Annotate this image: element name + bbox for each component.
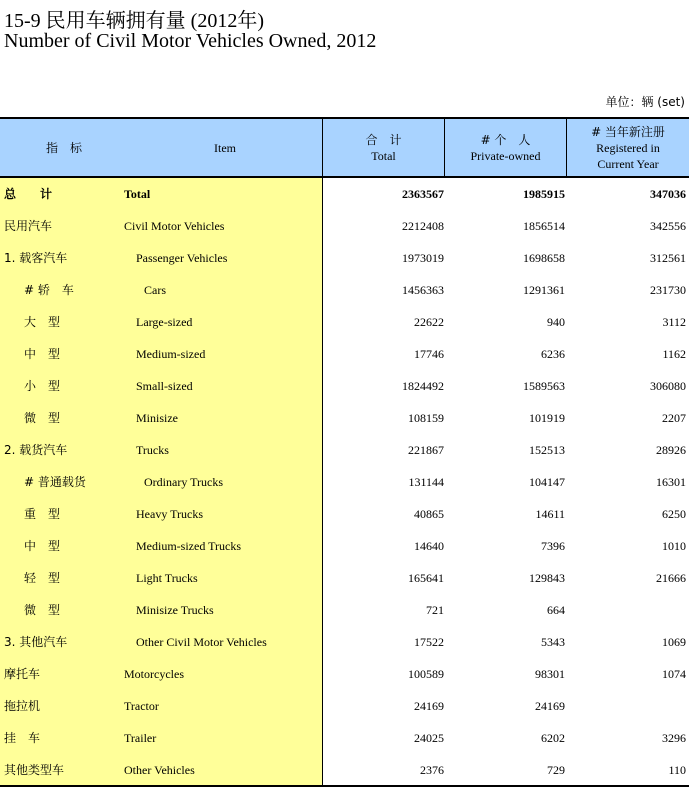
- cell-registered: 28926: [656, 443, 686, 457]
- cell-registered: 3296: [662, 731, 686, 745]
- row-label-cn: # 轿 车: [24, 283, 74, 297]
- header-total: 合 计 Total: [365, 132, 402, 163]
- row-label-cn: 1. 载客汽车: [4, 251, 68, 265]
- row-label-cn: 总 计: [4, 187, 53, 201]
- table-row: [0, 626, 689, 658]
- row-label-en: Medium-sized: [136, 347, 206, 361]
- row-label-en: Minisize: [136, 411, 178, 425]
- page-title-en: Number of Civil Motor Vehicles Owned, 2012: [4, 30, 377, 52]
- cell-registered: 1074: [662, 667, 686, 681]
- row-label-cn: 2. 载货汽车: [4, 443, 68, 457]
- cell-total: 17746: [414, 347, 444, 361]
- cell-private: 6202: [541, 731, 565, 745]
- row-label-cn: 拖拉机: [4, 699, 41, 713]
- cell-registered: 306080: [650, 379, 686, 393]
- cell-registered: 16301: [656, 475, 686, 489]
- cell-registered: 342556: [650, 219, 686, 233]
- row-label-en: Ordinary Trucks: [144, 475, 224, 489]
- row-label-en: Civil Motor Vehicles: [124, 219, 225, 233]
- row-label-en: Motorcycles: [124, 667, 184, 681]
- row-label-en: Tractor: [124, 699, 159, 713]
- cell-private: 5343: [541, 635, 565, 649]
- table-row: [0, 530, 689, 562]
- row-label-cn: 挂 车: [4, 731, 41, 745]
- cell-private: 1698658: [523, 251, 565, 265]
- table-row: [0, 370, 689, 402]
- cell-private: 104147: [529, 475, 565, 489]
- row-label-cn: 中 型: [24, 539, 61, 553]
- table-row: [0, 466, 689, 498]
- cell-total: 40865: [414, 507, 444, 521]
- table-row: [0, 690, 689, 722]
- unit-label: 单位：辆 (set): [605, 95, 685, 109]
- table-row: [0, 178, 689, 210]
- row-label-en: Passenger Vehicles: [136, 251, 228, 265]
- table-row: [0, 658, 689, 690]
- cell-private: 14611: [535, 507, 565, 521]
- cell-private: 101919: [529, 411, 565, 425]
- table-row: [0, 210, 689, 242]
- cell-total: 165641: [408, 571, 444, 585]
- cell-total: 100589: [408, 667, 444, 681]
- cell-total: 108159: [408, 411, 444, 425]
- cell-total: 24169: [414, 699, 444, 713]
- table-row: [0, 498, 689, 530]
- table-header: [0, 117, 689, 178]
- row-label-en: Light Trucks: [136, 571, 198, 585]
- header-registered: # 当年新注册 Registered in Current Year: [591, 124, 665, 171]
- cell-private: 98301: [535, 667, 565, 681]
- cell-total: 1973019: [402, 251, 444, 265]
- cell-private: 6236: [541, 347, 565, 361]
- cell-total: 131144: [408, 475, 444, 489]
- cell-private: 7396: [541, 539, 565, 553]
- cell-private: 1985915: [523, 187, 565, 201]
- row-label-en: Small-sized: [136, 379, 193, 393]
- cell-registered: 21666: [656, 571, 686, 585]
- row-label-cn: 重 型: [24, 507, 61, 521]
- cell-private: 1291361: [523, 283, 565, 297]
- row-label-en: Trucks: [136, 443, 169, 457]
- table-row: [0, 242, 689, 274]
- row-label-en: Cars: [144, 283, 166, 297]
- row-label-cn: 大 型: [24, 315, 61, 329]
- cell-total: 2212408: [402, 219, 444, 233]
- cell-private: 129843: [529, 571, 565, 585]
- cell-total: 721: [426, 603, 444, 617]
- row-label-en: Total: [124, 187, 151, 201]
- cell-registered: 231730: [650, 283, 686, 297]
- cell-registered: 3112: [662, 315, 686, 329]
- cell-total: 1456363: [402, 283, 444, 297]
- row-label-en: Minisize Trucks: [136, 603, 214, 617]
- row-label-en: Large-sized: [136, 315, 193, 329]
- row-label-cn: 轻 型: [24, 571, 61, 585]
- cell-private: 729: [547, 763, 565, 777]
- table-row: [0, 562, 689, 594]
- cell-private: 1589563: [523, 379, 565, 393]
- cell-total: 2376: [420, 763, 444, 777]
- row-label-cn: 摩托车: [4, 667, 41, 681]
- cell-registered: 347036: [650, 187, 686, 201]
- cell-private: 152513: [529, 443, 565, 457]
- row-label-cn: # 普通载货: [24, 475, 86, 489]
- cell-private: 940: [547, 315, 565, 329]
- table-row: [0, 402, 689, 434]
- row-label-cn: 民用汽车: [4, 219, 53, 233]
- header-item: Item: [214, 140, 236, 155]
- table-row: [0, 594, 689, 626]
- page-title-cn: 15-9 民用车辆拥有量 (2012年): [4, 10, 264, 32]
- row-label-cn: 中 型: [24, 347, 61, 361]
- row-label-en: Medium-sized Trucks: [136, 539, 241, 553]
- cell-registered: 1069: [662, 635, 686, 649]
- header-indicator: 指 标: [45, 140, 82, 155]
- cell-registered: 1010: [662, 539, 686, 553]
- table-row: [0, 338, 689, 370]
- cell-total: 221867: [408, 443, 444, 457]
- cell-total: 1824492: [402, 379, 444, 393]
- row-label-en: Other Vehicles: [124, 763, 195, 777]
- table-row: [0, 754, 689, 786]
- cell-registered: 1162: [662, 347, 686, 361]
- row-label-cn: 微 型: [24, 603, 61, 617]
- row-label-cn: 微 型: [24, 411, 61, 425]
- header-private: # 个 人 Private-owned: [470, 132, 541, 163]
- cell-private: 664: [547, 603, 565, 617]
- row-label-cn: 小 型: [24, 379, 61, 393]
- cell-registered: 2207: [662, 411, 686, 425]
- cell-registered: 312561: [650, 251, 686, 265]
- table-row: [0, 306, 689, 338]
- row-label-en: Other Civil Motor Vehicles: [136, 635, 267, 649]
- cell-registered: 6250: [662, 507, 686, 521]
- row-label-cn: 3. 其他汽车: [4, 635, 68, 649]
- row-label-cn: 其他类型车: [4, 763, 65, 777]
- table-row: [0, 722, 689, 754]
- table-row: [0, 434, 689, 466]
- cell-registered: 110: [668, 763, 686, 777]
- cell-private: 24169: [535, 699, 565, 713]
- cell-total: 24025: [414, 731, 444, 745]
- cell-total: 2363567: [402, 187, 444, 201]
- row-label-en: Trailer: [124, 731, 157, 745]
- cell-total: 14640: [414, 539, 444, 553]
- table-row: [0, 274, 689, 306]
- cell-total: 22622: [414, 315, 444, 329]
- cell-total: 17522: [414, 635, 444, 649]
- cell-private: 1856514: [523, 219, 565, 233]
- row-label-en: Heavy Trucks: [136, 507, 204, 521]
